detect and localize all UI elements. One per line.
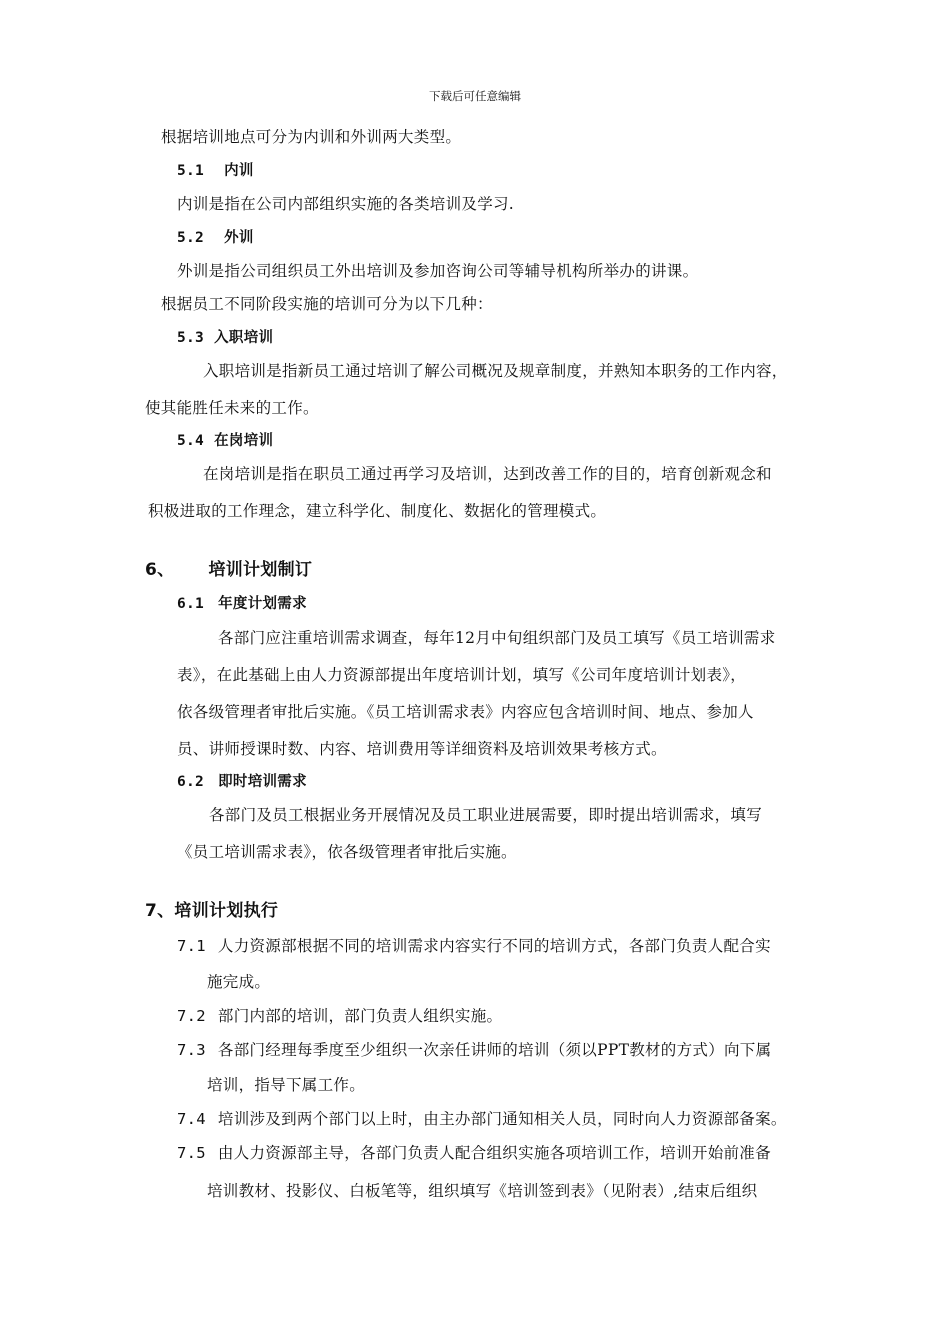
section-number: 5.3 [177, 330, 205, 346]
item-text: 由人力资源部主导，各部门负责人配合组织实施各项培训工作，培训开始前准备 [217, 1144, 771, 1162]
item-text: 人力资源部根据不同的培训需求内容实行不同的培训方式，各部门负责人配合实 [217, 937, 771, 955]
section-title: 培训计划制订 [208, 560, 313, 580]
paragraph-annual-plan-line1: 各部门应注重培训需求调查，每年12月中旬组织部门及员工填写《员工培训需求 [218, 629, 776, 647]
list-item-7-3 [177, 1039, 771, 1061]
list-item-7-5 [177, 1142, 771, 1164]
section-6-2-heading [177, 771, 307, 793]
section-title: 内训 [224, 163, 254, 179]
paragraph-onjob-line2: 积极进取的工作理念，建立科学化、制度化、数据化的管理模式。 [148, 502, 607, 520]
list-item-7-1-continuation: 施完成。 [207, 973, 271, 991]
section-5-3-heading [177, 327, 273, 349]
item-number: 7.5 [177, 1144, 206, 1162]
section-title: 年度计划需求 [218, 596, 307, 612]
item-number: 7.2 [177, 1007, 206, 1025]
section-6-1-heading [177, 593, 307, 615]
section-title: 在岗培训 [214, 433, 274, 449]
item-number: 7.4 [177, 1110, 206, 1128]
paragraph-onboarding-line2: 使其能胜任未来的工作。 [145, 399, 319, 417]
section-title: 入职培训 [214, 330, 274, 346]
paragraph-training-stages: 根据员工不同阶段实施的培训可分为以下几种： [161, 295, 493, 313]
paragraph-onjob-line1: 在岗培训是指在职员工通过再学习及培训，达到改善工作的目的，培育创新观念和 [203, 465, 772, 483]
item-number: 7.3 [177, 1041, 206, 1059]
list-item-7-4 [177, 1108, 787, 1130]
list-item-7-2 [177, 1005, 502, 1027]
list-item-7-3-continuation: 培训，指导下属工作。 [207, 1076, 366, 1094]
paragraph-annual-plan-line2: 表》，在此基础上由人力资源部提出年度培训计划，填写《公司年度培训计划表》， [177, 666, 747, 684]
paragraph-instant-needs-line2: 《员工培训需求表》，依各级管理者审批后实施。 [177, 843, 517, 861]
section-6-heading [145, 559, 312, 581]
section-7-heading: 7、培训计划执行 [145, 901, 279, 921]
paragraph-annual-plan-line3: 依各级管理者审批后实施。《员工培训需求表》内容应包含培训时间、地点、参加人 [177, 703, 754, 721]
section-number: 6.2 [177, 774, 205, 790]
item-text: 各部门经理每季度至少组织一次亲任讲师的培训（须以PPT教材的方式）向下属 [217, 1041, 772, 1059]
paragraph-internal-training: 内训是指在公司内部组织实施的各类培训及学习. [177, 195, 515, 213]
section-5-2-heading [177, 227, 254, 249]
list-item-7-5-continuation: 培训教材、投影仪、白板笔等，组织填写《培训签到表》（见附表）,结束后组织 [207, 1182, 758, 1200]
item-text: 部门内部的培训，部门负责人组织实施。 [217, 1007, 503, 1025]
section-number: 5.2 [177, 230, 205, 246]
section-title: 即时培训需求 [218, 774, 307, 790]
page-header-note: 下载后可任意编辑 [429, 89, 521, 103]
section-number: 5.1 [177, 163, 205, 179]
paragraph-training-location-types: 根据培训地点可分为内训和外训两大类型。 [161, 128, 462, 146]
paragraph-external-training: 外训是指公司组织员工外出培训及参加咨询公司等辅导机构所举办的讲课。 [177, 262, 699, 280]
paragraph-onboarding-line1: 入职培训是指新员工通过培训了解公司概况及规章制度，并熟知本职务的工作内容， [203, 362, 788, 380]
section-number: 6.1 [177, 596, 205, 612]
list-item-7-1 [177, 935, 771, 957]
section-number: 5.4 [177, 433, 205, 449]
section-title: 外训 [224, 230, 254, 246]
item-text: 培训涉及到两个部门以上时，由主办部门通知相关人员，同时向人力资源部备案。 [217, 1110, 787, 1128]
section-5-4-heading [177, 430, 273, 452]
section-5-1-heading [177, 160, 254, 182]
paragraph-annual-plan-line4: 员、讲师授课时数、内容、培训费用等详细资料及培训效果考核方式。 [177, 740, 667, 758]
section-number: 6、 [145, 560, 175, 580]
item-number: 7.1 [177, 937, 206, 955]
paragraph-instant-needs-line1: 各部门及员工根据业务开展情况及员工职业进展需要，即时提出培训需求，填写 [209, 806, 763, 824]
